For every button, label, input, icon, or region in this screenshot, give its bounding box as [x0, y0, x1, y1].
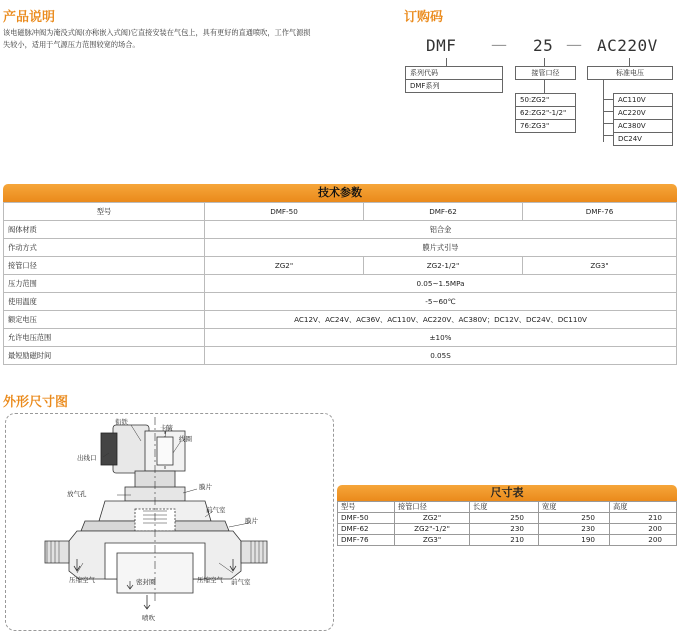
size-cell: DMF-50	[338, 513, 395, 524]
size-cell: 210	[610, 513, 677, 524]
label-front-chamber-top: 前气室	[206, 506, 226, 514]
table-row	[4, 239, 677, 257]
order-code-voltage: AC220V	[597, 36, 658, 55]
label-vent: 放气孔	[67, 490, 87, 498]
cable-outlet	[101, 433, 117, 465]
label-front-chamber-bottom: 前气室	[231, 578, 251, 586]
spec-table	[3, 184, 677, 365]
spec-value: AC12V、AC24V、AC36V、AC110V、AC220V、AC380V；DC12V、DC24V、DC110V	[205, 311, 677, 329]
port-box-title: 接管口径	[531, 69, 560, 77]
product-description-line: 该电磁脉冲阀为淹没式阀(亦称嵌入式阀)它直接安装在气包上，具有更好的直通喷吹，工作气源损	[3, 28, 311, 37]
size-cell: 250	[470, 513, 539, 524]
table-row	[4, 221, 677, 239]
port-box-item: 62:ZG2"-1/2"	[516, 107, 575, 120]
spec-value: ZG2"	[205, 257, 364, 275]
connector-line	[629, 58, 630, 66]
connector-line	[544, 80, 545, 93]
spec-label: 最短励磁时间	[4, 347, 205, 365]
connector-line	[603, 111, 613, 112]
spec-label: 作动方式	[4, 239, 205, 257]
spec-label: 阀体材质	[4, 221, 205, 239]
voltage-box-item: AC380V	[614, 120, 672, 133]
label-spring: 卡簧	[160, 424, 173, 432]
series-box	[405, 66, 503, 93]
table-row	[338, 502, 677, 513]
label-seal-ring: 密封圈	[136, 578, 156, 586]
size-cell: 210	[470, 535, 539, 546]
spec-header-cell: 型号	[4, 203, 205, 221]
spec-value: ZG3"	[523, 257, 677, 275]
size-cell: DMF-62	[338, 524, 395, 535]
spec-value: ±10%	[205, 329, 677, 347]
port-box-header	[515, 66, 576, 80]
size-header-cell: 高度	[610, 502, 677, 513]
label-spray: 喷吹	[142, 614, 155, 622]
size-cell: ZG3"	[395, 535, 470, 546]
spec-value: ZG2-1/2"	[364, 257, 523, 275]
order-code-port: 25	[533, 36, 554, 55]
table-row	[4, 257, 677, 275]
table-row	[338, 513, 677, 524]
table-row	[4, 203, 677, 221]
coil-housing	[113, 425, 149, 473]
size-cell: 230	[539, 524, 610, 535]
order-code-dash: —	[566, 35, 582, 54]
label-diaphragm-top: 膜片	[199, 483, 212, 491]
voltage-box-item: DC24V	[618, 135, 642, 143]
table-row	[4, 293, 677, 311]
port-box-item: 76:ZG3"	[520, 122, 550, 130]
connector-line	[603, 123, 613, 124]
voltage-box-item: AC110V	[614, 94, 672, 107]
label-compressed-right: 压缩空气	[197, 576, 223, 584]
size-header-cell: 型号	[338, 502, 395, 513]
connector-line	[446, 58, 447, 66]
product-title: 产品说明	[3, 10, 56, 25]
port-box	[515, 93, 576, 133]
label-outlet: 出线口	[77, 454, 97, 462]
diagram-title: 外形尺寸图	[3, 395, 69, 410]
table-row	[338, 524, 677, 535]
spec-value: 铝合金	[205, 221, 677, 239]
spec-header-cell: DMF-76	[523, 203, 677, 221]
voltage-box	[613, 93, 673, 146]
size-cell: ZG2"-1/2"	[395, 524, 470, 535]
spec-value: 0.05~1.5MPa	[205, 275, 677, 293]
spec-header-cell: DMF-50	[205, 203, 364, 221]
voltage-box-item: AC220V	[614, 107, 672, 120]
label-armature: 衔铁	[115, 418, 128, 426]
spec-value: 膜片式引导	[205, 239, 677, 257]
size-header-cell: 长度	[470, 502, 539, 513]
size-cell: 200	[610, 535, 677, 546]
size-cell: DMF-76	[338, 535, 395, 546]
table-row	[4, 275, 677, 293]
spec-value: 0.05S	[205, 347, 677, 365]
table-row	[4, 347, 677, 365]
size-cell: 230	[470, 524, 539, 535]
spec-label: 使用温度	[4, 293, 205, 311]
voltage-box-header	[587, 66, 673, 80]
table-row	[338, 535, 677, 546]
size-cell: ZG2"	[395, 513, 470, 524]
size-cell: 200	[610, 524, 677, 535]
size-table-title: 尺寸表	[337, 485, 677, 501]
label-compressed-left: 压缩空气	[69, 576, 95, 584]
connector-line	[544, 58, 545, 66]
connector-line	[603, 135, 613, 136]
spec-table-title: 技术参数	[3, 184, 677, 202]
size-cell: 190	[539, 535, 610, 546]
spec-header-cell: DMF-62	[364, 203, 523, 221]
table-row	[4, 329, 677, 347]
voltage-box-title: 标准电压	[616, 69, 644, 77]
size-header-cell: 接管口径	[395, 502, 470, 513]
valve-drawing	[5, 413, 332, 629]
connector-line	[603, 99, 613, 100]
label-diaphragm-right: 膜片	[245, 517, 258, 525]
product-description	[3, 27, 383, 50]
spec-value: -5~60℃	[205, 293, 677, 311]
label-coil: 线圈	[179, 435, 192, 443]
size-cell: 250	[539, 513, 610, 524]
spec-label: 压力范围	[4, 275, 205, 293]
table-row	[4, 311, 677, 329]
spec-label: 接管口径	[4, 257, 205, 275]
left-pipe	[45, 541, 69, 563]
size-header-cell: 宽度	[539, 502, 610, 513]
series-box-header: 系列代码	[406, 67, 502, 80]
size-table	[337, 485, 677, 546]
spec-label: 额定电压	[4, 311, 205, 329]
port-box-item: 50:ZG2"	[516, 94, 575, 107]
product-description-line: 失较小，适用于气源压力范围较宽的场合。	[3, 39, 140, 49]
order-code-dash: —	[491, 35, 507, 54]
spec-label: 允许电压范围	[4, 329, 205, 347]
order-title: 订购码	[404, 10, 444, 25]
order-code-series: DMF	[426, 36, 457, 55]
series-box-item: DMF系列	[410, 82, 440, 90]
